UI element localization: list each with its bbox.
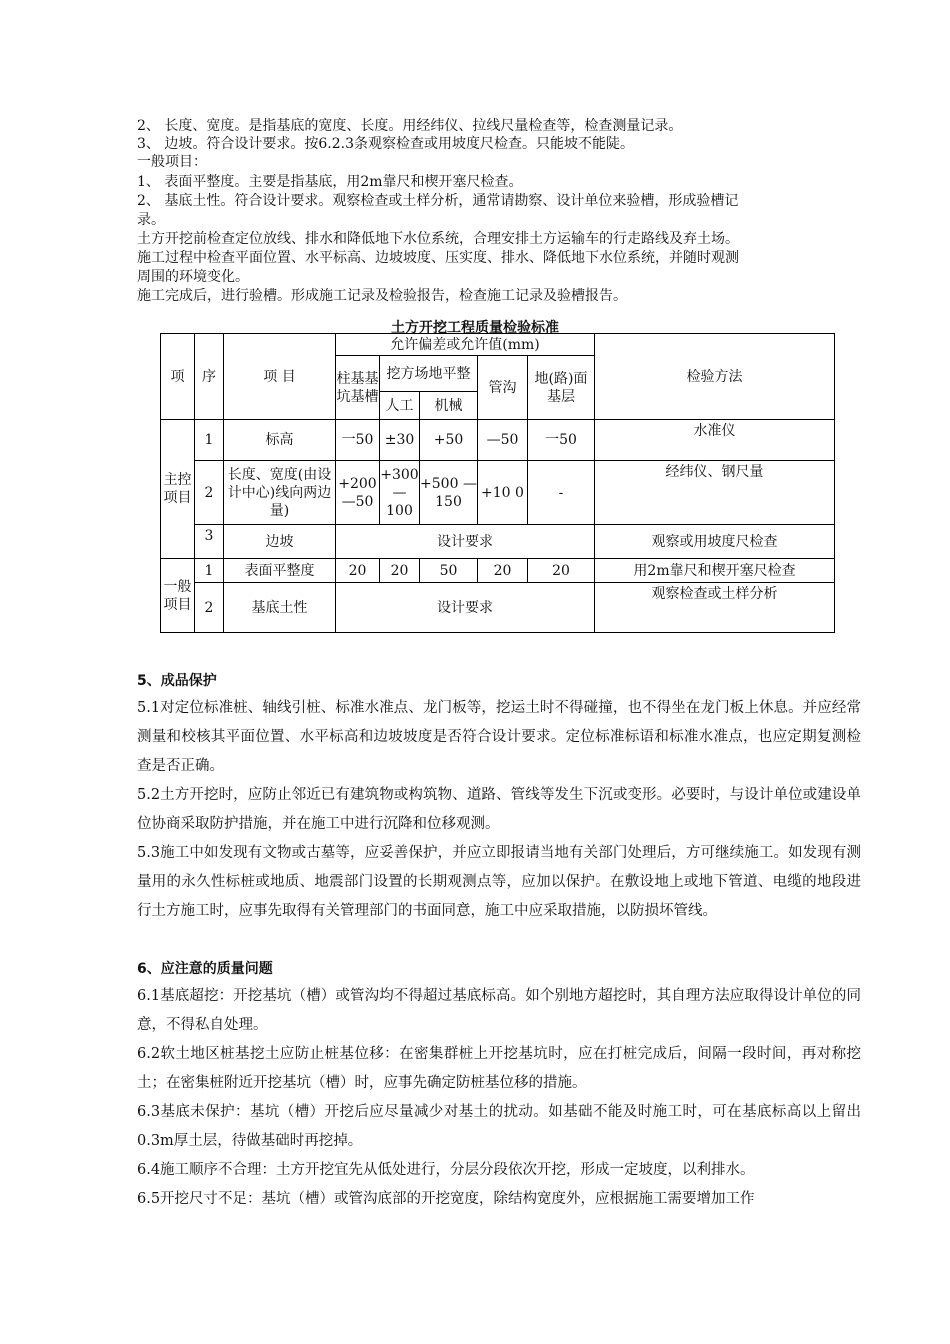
header-site: 挖方场地平整: [380, 356, 478, 392]
cell-method: 观察检查或土样分析: [595, 583, 835, 633]
cell-item: 标高: [224, 420, 336, 461]
table-row: [161, 559, 835, 583]
header-item: 项 目: [224, 334, 336, 420]
cell-trench: 20: [478, 559, 528, 583]
intro-line: 3、 边坡。符合设计要求。按6.2.3条观察检查或用坡度尺检查。只能坡不能陡。: [137, 136, 634, 152]
cell-manual: +300 —100: [380, 461, 420, 525]
section-heading: 6、应注意的质量问题: [137, 961, 273, 977]
group-main: 主控项目: [161, 420, 195, 559]
cell-machine: 50: [420, 559, 478, 583]
header-road: 地(路)面基层: [528, 356, 595, 420]
cell-method: 观察或用坡度尺检查: [595, 525, 835, 559]
header-pit: 柱基基坑基槽: [336, 356, 380, 420]
header-manual: 人工: [380, 392, 420, 420]
header-machine: 机械: [420, 392, 478, 420]
intro-line: 施工过程中检查平面位置、水平标高、边坡坡度、压实度、排水、降低地下水位系统，并随时观测: [137, 250, 739, 266]
header-item-group: 项: [161, 334, 195, 420]
cell-item: 边坡: [224, 525, 336, 559]
cell-manual: 20: [380, 559, 420, 583]
paragraph: 5.3施工中如发现有文物或古墓等，应妥善保护，并应立即报请当地有关部门处理后，方可继续施工。如发现有测量用的永久性标桩或地质、地震部门设置的长期观测点等，应加以保护。在敷设地上或地下管道、电缆的地段进行土方施工时，应事先取得有关管理部门的书面同意，施工中应采取措施，以防损坏管线。: [137, 845, 861, 919]
header-seq: 序: [195, 334, 224, 420]
cell-manual: ±30: [380, 420, 420, 461]
cell-seq: 2: [195, 461, 224, 525]
quality-standard-table: [160, 333, 835, 633]
intro-line: 一般项目：: [137, 154, 207, 170]
intro-line: 录。: [137, 212, 165, 228]
intro-line: 土方开挖前检查定位放线、排水和降低地下水位系统，合理安排土方运输车的行走路线及弃土场。: [137, 231, 739, 247]
cell-machine: +500 —150: [420, 461, 478, 525]
cell-method: 经纬仪、钢尺量: [595, 461, 835, 525]
cell-method: 用2m靠尺和楔开塞尺检查: [595, 559, 835, 583]
intro-line: 1、 表面平整度。主要是指基底，用2m靠尺和楔开塞尺检查。: [137, 174, 523, 190]
paragraph: 6.1基底超挖：开挖基坑（槽）或管沟均不得超过基底标高。如个别地方超挖时，其自理方法应取得设计单位的同意，不得私自处理。: [137, 988, 861, 1033]
section-heading: 5、成品保护: [137, 673, 217, 689]
cell-trench: +10 0: [478, 461, 528, 525]
cell-road: 一50: [528, 420, 595, 461]
intro-line: 周围的环境变化。: [137, 269, 249, 285]
cell-seq: 3: [195, 525, 224, 559]
table-row: [161, 583, 835, 633]
paragraph: 5.1对定位标准桩、轴线引桩、标准水准点、龙门板等，挖运土时不得碰撞，也不得坐在龙门板上休息。并应经常测量和校核其平面位置、水平标高和边坡坡度是否符合设计要求。定位标准标语和标准水准点，也应定期复测检查是否正确。: [137, 700, 861, 774]
cell-seq: 2: [195, 583, 224, 633]
cell-merged: 设计要求: [336, 525, 595, 559]
cell-item: 长度、宽度(由设计中心)线向两边量): [224, 461, 336, 525]
header-method: 检验方法: [595, 334, 835, 420]
table-row: [161, 525, 835, 559]
group-general: 一般项目: [161, 559, 195, 633]
cell-road: 20: [528, 559, 595, 583]
intro-line: 施工完成后，进行验槽。形成施工记录及检验报告，检查施工记录及验槽报告。: [137, 288, 627, 304]
paragraph: 6.4施工顺序不合理：土方开挖宜先从低处进行，分层分段依次开挖，形成一定坡度，以利排水。: [137, 1162, 755, 1178]
cell-item: 表面平整度: [224, 559, 336, 583]
header-tolerance: 允许偏差或允许值(mm): [336, 334, 595, 356]
paragraph: 5.2土方开挖时，应防止邻近已有建筑物或构筑物、道路、管线等发生下沉或变形。必要时，与设计单位或建设单位协商采取防护措施，并在施工中进行沉降和位移观测。: [137, 787, 861, 832]
cell-item: 基底土性: [224, 583, 336, 633]
cell-method: 水准仪: [595, 420, 835, 461]
table-title: 土方开挖工程质量检验标准: [391, 320, 559, 336]
cell-trench: —50: [478, 420, 528, 461]
intro-line: 2、 基底土性。符合设计要求。观察检查或土样分析，通常请勘察、设计单位来验槽，形成验槽记: [137, 193, 739, 209]
cell-seq: 1: [195, 559, 224, 583]
paragraph: 6.3基底未保护：基坑（槽）开挖后应尽量减少对基土的扰动。如基础不能及时施工时，可在基底标高以上留出0.3m厚土层，待做基础时再挖掉。: [137, 1104, 861, 1149]
header-trench: 管沟: [478, 356, 528, 420]
cell-pit: +200 —50: [336, 461, 380, 525]
cell-road: -: [528, 461, 595, 525]
paragraph: 6.2软土地区桩基挖土应防止桩基位移：在密集群桩上开挖基坑时，应在打桩完成后，间隔一段时间，再对称挖土；在密集桩附近开挖基坑（槽）时，应事先确定防桩基位移的措施。: [137, 1046, 861, 1091]
paragraph: 6.5开挖尺寸不足：基坑（槽）或管沟底部的开挖宽度，除结构宽度外，应根据施工需要增加工作: [137, 1191, 755, 1207]
table-row: [161, 461, 835, 525]
cell-pit: 20: [336, 559, 380, 583]
cell-machine: +50: [420, 420, 478, 461]
cell-merged: 设计要求: [336, 583, 595, 633]
intro-line: 2、 长度、宽度。是指基底的宽度、长度。用经纬仪、拉线尺量检查等，检查测量记录。: [137, 118, 683, 134]
cell-pit: 一50: [336, 420, 380, 461]
table-row: [161, 420, 835, 461]
cell-seq: 1: [195, 420, 224, 461]
